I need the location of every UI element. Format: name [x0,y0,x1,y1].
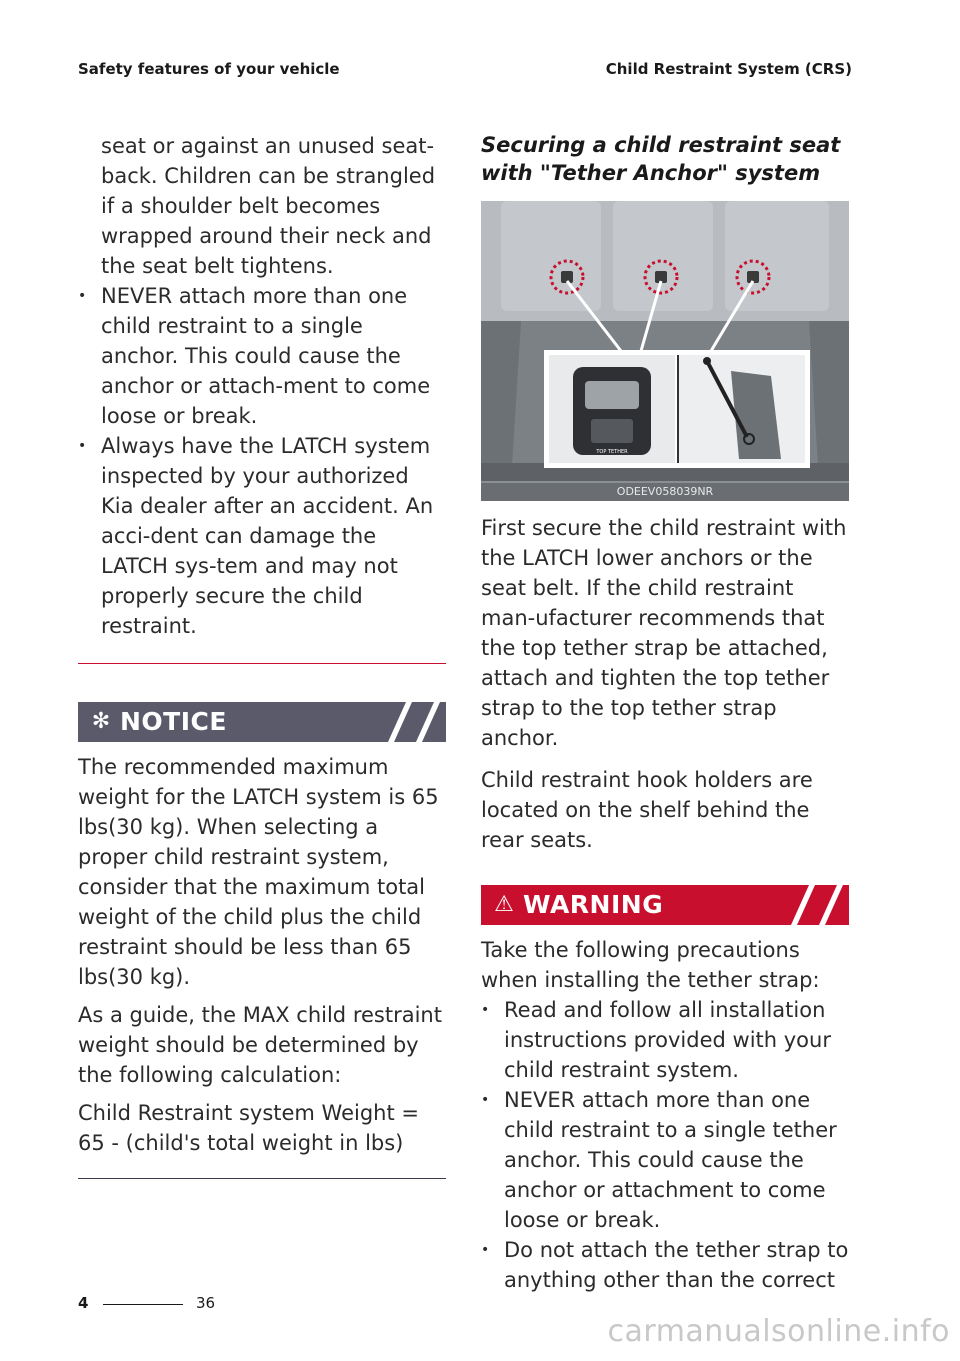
list-item: • Always have the LATCH system inspected by your authorized Kia dealer after an accident. An acci-dent can damage the LATCH sys-tem and may not properly secure the child restraint. [78,431,446,641]
notice-formula: Child Restraint system Weight = 65 - (child's total weight in lbs) [78,1101,419,1155]
warning-end-rule [78,663,446,664]
list-item: • Do not attach the tether strap to anything other than the correct [481,1235,849,1295]
trunk-illustration [481,201,849,501]
footer-rule [103,1304,183,1305]
warning-bullets-left [78,281,446,641]
running-header-left: Safety features of your vehicle [78,60,340,78]
warning-triangle-icon: ⚠ [494,892,514,917]
notice-title: NOTICE [120,707,227,736]
list-item: • NEVER attach more than one child restraint to a single tether anchor. This could cause the anchor or attachment to come loose or break. [481,1085,849,1235]
warning-bullets-right [481,995,849,1295]
warning-title: WARNING [523,890,664,919]
slash-decoration-icon [779,885,849,925]
list-item: • Read and follow all installation instructions provided with your child restraint system. [481,995,849,1085]
notice-banner [78,702,446,742]
slash-decoration-icon [376,702,446,742]
running-header-right: Child Restraint System (CRS) [605,60,852,78]
list-item: • NEVER attach more than one child restraint to a single anchor. This could cause the anchor or attach-ment to come loose or break. [78,281,446,431]
page-number: 36 [196,1294,216,1312]
body-paragraph: Child restraint hook holders are located on the shelf behind the rear seats. [481,768,813,852]
warning-banner [481,885,849,925]
right-column [481,131,849,1295]
body-paragraph: First secure the child restraint with the LATCH lower anchors or the seat belt. If the child restraint man-ufacturer recommends that the top tether strap be attached, attach and tighten the top tether strap to the top tether strap anchor. [481,516,847,750]
notice-paragraph: The recommended maximum weight for the LATCH system is 65 lbs(30 kg). When selecting a proper child restraint system, consider that the maximum total weight of the child plus the child restraint should be less than 65 lbs(30 kg). [78,755,439,989]
notice-end-rule [78,1178,446,1179]
figure-code: ODEEV058039NR [481,483,849,501]
section-title: Securing a child restraint seat with "Tether Anchor" system [481,133,841,185]
figure-label: TOP TETHER [596,449,628,455]
chapter-number: 4 [78,1294,89,1312]
left-column [78,131,446,1179]
tether-anchor-figure [481,201,849,501]
warning-intro: Take the following precautions when installing the tether strap: [481,938,820,992]
notice-paragraph: As a guide, the MAX child restraint weight should be determined by the following calculation: [78,1003,442,1087]
watermark: carmanualsonline.info [607,1314,950,1349]
asterisk-icon: ✻ [91,709,111,734]
continuation-text: seat or against an unused seat-back. Children can be strangled if a shoulder belt becomes wrapped around their neck and the seat belt tightens. [101,134,436,278]
